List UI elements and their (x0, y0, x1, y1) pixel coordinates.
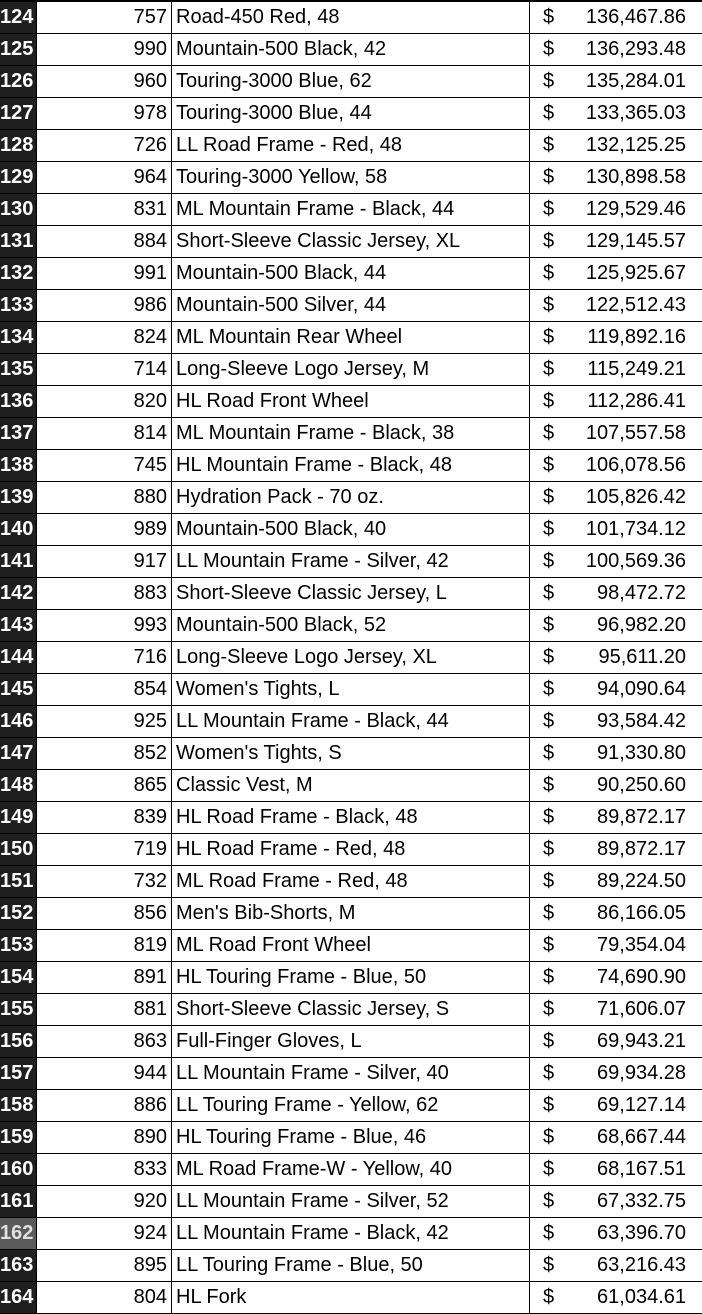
currency-symbol: $ (543, 710, 555, 732)
currency-symbol: $ (543, 646, 555, 668)
currency-symbol: $ (543, 486, 555, 508)
amount-value: 135,284.01 (585, 70, 686, 92)
table-row (0, 386, 702, 418)
currency-symbol: $ (543, 1126, 555, 1148)
sales-amount-cell[interactable] (530, 930, 702, 961)
sales-amount-cell[interactable] (530, 386, 702, 417)
currency-symbol: $ (543, 102, 555, 124)
sales-amount-cell[interactable] (530, 1090, 702, 1121)
product-name-cell[interactable]: HL Road Frame - Red, 48 (172, 834, 530, 865)
currency-symbol: $ (543, 1190, 555, 1212)
product-id-cell[interactable]: 819 (37, 930, 172, 961)
row-header[interactable]: 150 (0, 834, 37, 865)
amount-value: 136,467.86 (585, 6, 686, 28)
row-header[interactable]: 143 (0, 610, 37, 641)
amount-value: 63,216.43 (597, 1254, 686, 1276)
sales-amount-cell[interactable] (530, 706, 702, 737)
product-id-cell[interactable]: 852 (37, 738, 172, 769)
currency-symbol: $ (543, 1254, 555, 1276)
product-id-cell[interactable]: 884 (37, 226, 172, 257)
row-header[interactable]: 132 (0, 258, 37, 289)
amount-value: 112,286.41 (587, 390, 686, 412)
table-row (0, 1058, 702, 1090)
row-header[interactable]: 135 (0, 354, 37, 385)
row-header[interactable]: 137 (0, 418, 37, 449)
table-row (0, 514, 702, 546)
amount-value: 101,734.12 (585, 518, 686, 540)
row-header[interactable]: 153 (0, 930, 37, 961)
product-id-cell[interactable]: 895 (37, 1250, 172, 1281)
product-name-cell[interactable]: LL Touring Frame - Blue, 50 (172, 1250, 530, 1281)
row-header[interactable]: 124 (0, 2, 37, 33)
product-id-cell[interactable]: 856 (37, 898, 172, 929)
product-id-cell[interactable]: 814 (37, 418, 172, 449)
currency-symbol: $ (543, 518, 555, 540)
product-id-cell[interactable]: 714 (37, 354, 172, 385)
product-id-cell[interactable]: 890 (37, 1122, 172, 1153)
table-row (0, 34, 702, 66)
sales-amount-cell[interactable] (530, 610, 702, 641)
table-row (0, 802, 702, 834)
sales-amount-cell[interactable] (530, 642, 702, 673)
product-name-cell[interactable]: Short-Sleeve Classic Jersey, L (172, 578, 530, 609)
sales-amount-cell[interactable] (530, 1250, 702, 1281)
sales-amount-cell[interactable] (530, 2, 702, 33)
product-id-cell[interactable]: 993 (37, 610, 172, 641)
product-name-cell[interactable]: Long-Sleeve Logo Jersey, M (172, 354, 530, 385)
table-row (0, 642, 702, 674)
amount-value: 86,166.05 (597, 902, 686, 924)
currency-symbol: $ (543, 134, 555, 156)
amount-value: 61,034.61 (597, 1286, 686, 1308)
product-name-cell[interactable]: Mountain-500 Black, 44 (172, 258, 530, 289)
table-row (0, 898, 702, 930)
product-name-cell[interactable]: Touring-3000 Blue, 62 (172, 66, 530, 97)
product-name-cell[interactable]: LL Mountain Frame - Silver, 52 (172, 1186, 530, 1217)
amount-value: 96,982.20 (597, 614, 686, 636)
amount-value: 93,584.42 (597, 710, 686, 732)
sales-amount-cell[interactable] (530, 1122, 702, 1153)
sales-amount-cell[interactable] (530, 962, 702, 993)
row-header[interactable]: 164 (0, 1282, 37, 1313)
product-name-cell[interactable]: LL Road Frame - Red, 48 (172, 130, 530, 161)
amount-value: 68,167.51 (597, 1158, 686, 1180)
product-id-cell[interactable]: 925 (37, 706, 172, 737)
product-name-cell[interactable]: Mountain-500 Black, 42 (172, 34, 530, 65)
product-id-cell[interactable]: 757 (37, 2, 172, 33)
amount-value: 122,512.43 (585, 294, 686, 316)
currency-symbol: $ (543, 806, 555, 828)
currency-symbol: $ (543, 1286, 555, 1308)
product-name-cell[interactable]: HL Road Front Wheel (172, 386, 530, 417)
sales-amount-cell[interactable] (530, 994, 702, 1025)
currency-symbol: $ (543, 774, 555, 796)
table-row (0, 1250, 702, 1282)
product-id-cell[interactable]: 824 (37, 322, 172, 353)
table-row (0, 834, 702, 866)
sales-amount-cell[interactable] (530, 66, 702, 97)
product-id-cell[interactable]: 854 (37, 674, 172, 705)
amount-value: 100,569.36 (585, 550, 686, 572)
amount-value: 106,078.56 (585, 454, 686, 476)
product-id-cell[interactable]: 716 (37, 642, 172, 673)
table-row (0, 290, 702, 322)
row-header[interactable]: 145 (0, 674, 37, 705)
sales-amount-cell[interactable] (530, 674, 702, 705)
product-name-cell[interactable]: Touring-3000 Yellow, 58 (172, 162, 530, 193)
amount-value: 68,667.44 (597, 1126, 686, 1148)
product-id-cell[interactable]: 883 (37, 578, 172, 609)
amount-value: 69,127.14 (597, 1094, 686, 1116)
sales-amount-cell[interactable] (530, 194, 702, 225)
product-id-cell[interactable]: 986 (37, 290, 172, 321)
product-id-cell[interactable]: 732 (37, 866, 172, 897)
currency-symbol: $ (543, 550, 555, 572)
sales-amount-cell[interactable] (530, 34, 702, 65)
currency-symbol: $ (543, 262, 555, 284)
row-header[interactable]: 156 (0, 1026, 37, 1057)
product-name-cell[interactable]: Short-Sleeve Classic Jersey, S (172, 994, 530, 1025)
table-row (0, 866, 702, 898)
row-header[interactable]: 163 (0, 1250, 37, 1281)
product-name-cell[interactable]: ML Road Front Wheel (172, 930, 530, 961)
table-row (0, 962, 702, 994)
sales-amount-cell[interactable] (530, 738, 702, 769)
product-name-cell[interactable]: Hydration Pack - 70 oz. (172, 482, 530, 513)
row-header[interactable]: 128 (0, 130, 37, 161)
product-name-cell[interactable]: ML Road Frame - Red, 48 (172, 866, 530, 897)
product-name-cell[interactable]: Mountain-500 Silver, 44 (172, 290, 530, 321)
product-name-cell[interactable]: Touring-3000 Blue, 44 (172, 98, 530, 129)
row-header[interactable]: 146 (0, 706, 37, 737)
sales-amount-cell[interactable] (530, 130, 702, 161)
currency-symbol: $ (543, 1094, 555, 1116)
product-id-cell[interactable]: 839 (37, 802, 172, 833)
amount-value: 89,872.17 (597, 806, 686, 828)
table-row (0, 706, 702, 738)
row-header[interactable]: 126 (0, 66, 37, 97)
table-row (0, 258, 702, 290)
sales-amount-cell[interactable] (530, 226, 702, 257)
row-header[interactable]: 160 (0, 1154, 37, 1185)
table-row (0, 226, 702, 258)
amount-value: 136,293.48 (585, 38, 686, 60)
sales-amount-cell[interactable] (530, 578, 702, 609)
amount-value: 130,898.58 (585, 166, 686, 188)
amount-value: 89,872.17 (597, 838, 686, 860)
row-header[interactable]: 142 (0, 578, 37, 609)
amount-value: 79,354.04 (597, 934, 686, 956)
currency-symbol: $ (543, 422, 555, 444)
currency-symbol: $ (543, 358, 555, 380)
product-id-cell[interactable]: 978 (37, 98, 172, 129)
product-name-cell[interactable]: ML Mountain Frame - Black, 38 (172, 418, 530, 449)
product-name-cell[interactable]: Road-450 Red, 48 (172, 2, 530, 33)
row-header[interactable]: 149 (0, 802, 37, 833)
amount-value: 105,826.42 (585, 486, 686, 508)
table-row (0, 194, 702, 226)
currency-symbol: $ (543, 966, 555, 988)
amount-value: 125,925.67 (585, 262, 686, 284)
currency-symbol: $ (543, 1222, 555, 1244)
table-row (0, 1154, 702, 1186)
product-id-cell[interactable]: 865 (37, 770, 172, 801)
product-id-cell[interactable]: 881 (37, 994, 172, 1025)
currency-symbol: $ (543, 742, 555, 764)
row-header[interactable]: 151 (0, 866, 37, 897)
amount-value: 71,606.07 (597, 998, 686, 1020)
table-row (0, 450, 702, 482)
row-header[interactable]: 134 (0, 322, 37, 353)
row-header[interactable]: 154 (0, 962, 37, 993)
currency-symbol: $ (543, 326, 555, 348)
sales-amount-cell[interactable] (530, 482, 702, 513)
table-row (0, 1122, 702, 1154)
amount-value: 98,472.72 (597, 582, 686, 604)
product-id-cell[interactable]: 880 (37, 482, 172, 513)
row-header[interactable]: 136 (0, 386, 37, 417)
row-header[interactable]: 162 (0, 1218, 37, 1249)
product-id-cell[interactable]: 820 (37, 386, 172, 417)
table-row (0, 418, 702, 450)
product-name-cell[interactable]: HL Road Frame - Black, 48 (172, 802, 530, 833)
currency-symbol: $ (543, 838, 555, 860)
row-header[interactable]: 138 (0, 450, 37, 481)
product-name-cell[interactable]: Women's Tights, L (172, 674, 530, 705)
amount-value: 94,090.64 (597, 678, 686, 700)
product-name-cell[interactable]: Full-Finger Gloves, L (172, 1026, 530, 1057)
product-id-cell[interactable]: 886 (37, 1090, 172, 1121)
row-header[interactable]: 152 (0, 898, 37, 929)
table-row (0, 770, 702, 802)
product-name-cell[interactable]: LL Mountain Frame - Silver, 42 (172, 546, 530, 577)
product-name-cell[interactable]: LL Mountain Frame - Silver, 40 (172, 1058, 530, 1089)
currency-symbol: $ (543, 198, 555, 220)
sales-amount-cell[interactable] (530, 1026, 702, 1057)
amount-value: 95,611.20 (598, 646, 686, 668)
table-row (0, 162, 702, 194)
currency-symbol: $ (543, 678, 555, 700)
product-id-cell[interactable]: 804 (37, 1282, 172, 1313)
product-name-cell[interactable]: Men's Bib-Shorts, M (172, 898, 530, 929)
row-header[interactable]: 129 (0, 162, 37, 193)
product-id-cell[interactable]: 863 (37, 1026, 172, 1057)
table-row (0, 994, 702, 1026)
currency-symbol: $ (543, 230, 555, 252)
table-row (0, 322, 702, 354)
sales-amount-cell[interactable] (530, 1186, 702, 1217)
sales-amount-cell[interactable] (530, 322, 702, 353)
product-name-cell[interactable]: ML Mountain Rear Wheel (172, 322, 530, 353)
sales-amount-cell[interactable] (530, 98, 702, 129)
table-row (0, 1282, 702, 1314)
product-id-cell[interactable]: 745 (37, 450, 172, 481)
product-name-cell[interactable]: Mountain-500 Black, 52 (172, 610, 530, 641)
row-header[interactable]: 140 (0, 514, 37, 545)
row-header[interactable]: 144 (0, 642, 37, 673)
table-row (0, 738, 702, 770)
product-name-cell[interactable]: LL Mountain Frame - Black, 44 (172, 706, 530, 737)
product-id-cell[interactable]: 989 (37, 514, 172, 545)
product-name-cell[interactable]: Mountain-500 Black, 40 (172, 514, 530, 545)
table-row (0, 354, 702, 386)
table-row (0, 130, 702, 162)
product-name-cell[interactable]: Women's Tights, S (172, 738, 530, 769)
amount-value: 69,943.21 (597, 1030, 686, 1052)
product-id-cell[interactable]: 944 (37, 1058, 172, 1089)
product-id-cell[interactable]: 833 (37, 1154, 172, 1185)
product-id-cell[interactable]: 920 (37, 1186, 172, 1217)
table-row (0, 1090, 702, 1122)
product-name-cell[interactable]: Long-Sleeve Logo Jersey, XL (172, 642, 530, 673)
amount-value: 90,250.60 (597, 774, 686, 796)
row-header[interactable]: 127 (0, 98, 37, 129)
sales-amount-cell[interactable] (530, 1282, 702, 1313)
sales-amount-cell[interactable] (530, 162, 702, 193)
row-header[interactable]: 158 (0, 1090, 37, 1121)
row-header[interactable]: 159 (0, 1122, 37, 1153)
row-header[interactable]: 133 (0, 290, 37, 321)
currency-symbol: $ (543, 870, 555, 892)
product-id-cell[interactable]: 960 (37, 66, 172, 97)
sales-amount-cell[interactable] (530, 770, 702, 801)
amount-value: 67,332.75 (597, 1190, 686, 1212)
row-header[interactable]: 155 (0, 994, 37, 1025)
product-id-cell[interactable]: 964 (37, 162, 172, 193)
sales-amount-cell[interactable] (530, 866, 702, 897)
table-row (0, 546, 702, 578)
table-row (0, 578, 702, 610)
amount-value: 129,529.46 (585, 198, 686, 220)
sales-amount-cell[interactable] (530, 354, 702, 385)
row-header[interactable]: 157 (0, 1058, 37, 1089)
row-header[interactable]: 161 (0, 1186, 37, 1217)
product-id-cell[interactable]: 991 (37, 258, 172, 289)
currency-symbol: $ (543, 1158, 555, 1180)
table-row (0, 98, 702, 130)
product-name-cell[interactable]: HL Touring Frame - Blue, 46 (172, 1122, 530, 1153)
sales-amount-cell[interactable] (530, 1154, 702, 1185)
amount-value: 91,330.80 (597, 742, 686, 764)
row-header[interactable]: 125 (0, 34, 37, 65)
table-row (0, 1218, 702, 1250)
sales-amount-cell[interactable] (530, 546, 702, 577)
row-header[interactable]: 148 (0, 770, 37, 801)
amount-value: 74,690.90 (597, 966, 686, 988)
row-header[interactable]: 130 (0, 194, 37, 225)
sales-amount-cell[interactable] (530, 898, 702, 929)
product-id-cell[interactable]: 726 (37, 130, 172, 161)
table-row (0, 2, 702, 34)
table-row (0, 930, 702, 962)
amount-value: 129,145.57 (585, 230, 686, 252)
currency-symbol: $ (543, 390, 555, 412)
currency-symbol: $ (543, 902, 555, 924)
product-name-cell[interactable]: LL Mountain Frame - Black, 42 (172, 1218, 530, 1249)
sales-amount-cell[interactable] (530, 834, 702, 865)
sales-amount-cell[interactable] (530, 1058, 702, 1089)
currency-symbol: $ (543, 166, 555, 188)
sales-amount-cell[interactable] (530, 1218, 702, 1249)
amount-value: 115,249.21 (587, 358, 686, 380)
table-row (0, 1026, 702, 1058)
sales-amount-cell[interactable] (530, 290, 702, 321)
product-name-cell[interactable]: ML Road Frame-W - Yellow, 40 (172, 1154, 530, 1185)
amount-value: 119,892.16 (587, 326, 686, 348)
currency-symbol: $ (543, 6, 555, 28)
product-name-cell[interactable]: HL Mountain Frame - Black, 48 (172, 450, 530, 481)
sales-amount-cell[interactable] (530, 450, 702, 481)
sales-amount-cell[interactable] (530, 802, 702, 833)
product-id-cell[interactable]: 990 (37, 34, 172, 65)
amount-value: 132,125.25 (585, 134, 686, 156)
product-id-cell[interactable]: 917 (37, 546, 172, 577)
amount-value: 89,224.50 (597, 870, 686, 892)
row-header[interactable]: 139 (0, 482, 37, 513)
product-name-cell[interactable]: HL Touring Frame - Blue, 50 (172, 962, 530, 993)
currency-symbol: $ (543, 1062, 555, 1084)
table-row (0, 674, 702, 706)
currency-symbol: $ (543, 582, 555, 604)
product-name-cell[interactable]: ML Mountain Frame - Black, 44 (172, 194, 530, 225)
product-id-cell[interactable]: 891 (37, 962, 172, 993)
sales-amount-cell[interactable] (530, 418, 702, 449)
product-id-cell[interactable]: 924 (37, 1218, 172, 1249)
currency-symbol: $ (543, 614, 555, 636)
currency-symbol: $ (543, 70, 555, 92)
amount-value: 133,365.03 (585, 102, 686, 124)
table-row (0, 1186, 702, 1218)
table-row (0, 66, 702, 98)
product-name-cell[interactable]: Classic Vest, M (172, 770, 530, 801)
sales-amount-cell[interactable] (530, 514, 702, 545)
sales-amount-cell[interactable] (530, 258, 702, 289)
product-id-cell[interactable]: 719 (37, 834, 172, 865)
currency-symbol: $ (543, 294, 555, 316)
currency-symbol: $ (543, 998, 555, 1020)
table-row (0, 482, 702, 514)
currency-symbol: $ (543, 934, 555, 956)
product-name-cell[interactable]: LL Touring Frame - Yellow, 62 (172, 1090, 530, 1121)
product-id-cell[interactable]: 831 (37, 194, 172, 225)
currency-symbol: $ (543, 38, 555, 60)
product-name-cell[interactable]: HL Fork (172, 1282, 530, 1313)
amount-value: 63,396.70 (597, 1222, 686, 1244)
product-name-cell[interactable]: Short-Sleeve Classic Jersey, XL (172, 226, 530, 257)
row-header[interactable]: 147 (0, 738, 37, 769)
amount-value: 69,934.28 (597, 1062, 686, 1084)
amount-value: 107,557.58 (585, 422, 686, 444)
currency-symbol: $ (543, 454, 555, 476)
currency-symbol: $ (543, 1030, 555, 1052)
row-header[interactable]: 141 (0, 546, 37, 577)
row-header[interactable]: 131 (0, 226, 37, 257)
table-row (0, 610, 702, 642)
